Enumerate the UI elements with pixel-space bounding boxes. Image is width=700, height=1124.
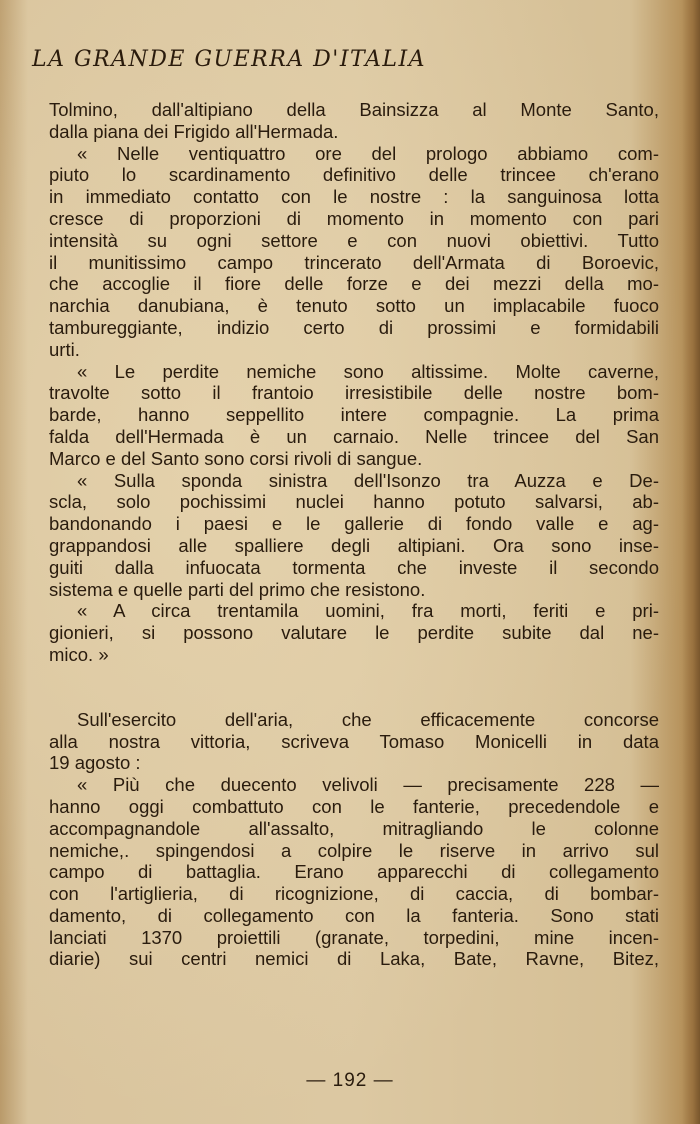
text-line: falda dell'Hermada è un carnaio. Nelle trincee del San (49, 425, 659, 447)
text-line: gionieri, si possono valutare le perdite subite dal ne- (49, 622, 659, 644)
text-line: intensità su ogni settore e con nuovi obiettivi. Tutto (49, 229, 659, 251)
text-line: accompagnandole all'assalto, mitragliando le colonne (49, 817, 659, 839)
page-edge-shadow (682, 0, 700, 1124)
text-line: il munitissimo campo trincerato dell'Armata di Boroevic, (49, 251, 659, 273)
page-number: — 192 — (306, 1070, 394, 1091)
text-line: guiti dalla infuocata tormenta che investe il secondo (49, 556, 659, 578)
text-line: hanno oggi combattuto con le fanterie, precedendole e (49, 795, 659, 817)
text-line: 19 agosto : (49, 752, 141, 774)
text-line: « Le perdite nemiche sono altissime. Molte caverne, (77, 360, 659, 382)
text-line: Marco e del Santo sono corsi rivoli di sangue. (49, 447, 423, 469)
text-line: piuto lo scardinamento definitivo delle trincee ch'erano (49, 164, 659, 186)
text-line: urti. (49, 338, 80, 360)
paragraph-gap (49, 666, 659, 709)
text-line: sistema e quelle parti del primo che resistono. (49, 578, 426, 600)
running-head: LA GRANDE GUERRA D'ITALIA (32, 47, 427, 72)
text-line: « Nelle ventiquattro ore del prologo abbiamo com- (77, 142, 659, 164)
text-line: che accoglie il fiore delle forze e dei mezzi della mo- (49, 273, 659, 295)
text-line: grappandosi alle spalliere degli altipiani. Ora sono inse- (49, 534, 659, 556)
text-line: campo di battaglia. Erano apparecchi di collegamento (49, 861, 659, 883)
text-line: diarie) sui centri nemici di Laka, Bate, Ravne, Bitez, (49, 948, 659, 970)
text-line: « A circa trentamila uomini, fra morti, feriti e pri- (77, 600, 659, 622)
text-line: « Più che duecento velivoli — precisamente 228 — (77, 774, 659, 796)
text-line: dalla piana dei Frigido all'Hermada. (49, 120, 339, 142)
text-line: scla, solo pochissimi nuclei hanno potuto salvarsi, ab- (49, 491, 659, 513)
text-line: lanciati 1370 proiettili (granate, torpedini, mine incen- (49, 926, 659, 948)
text-line: mico. » (49, 643, 109, 665)
text-line: bandonando i paesi e le gallerie di fondo valle e ag- (49, 513, 659, 535)
text-line: Sull'esercito dell'aria, che efficacemente concorse (77, 708, 659, 730)
text-line: « Sulla sponda sinistra dell'Isonzo tra Auzza e De- (77, 469, 659, 491)
text-line: in immediato contatto con le nostre : la sanguinosa lotta (49, 186, 659, 208)
text-line: damento, di collegamento con la fanteria. Sono stati (49, 904, 659, 926)
text-line: nemiche,. spingendosi a colpire le riserve in arrivo sul (49, 839, 659, 861)
text-line: con l'artiglieria, di ricognizione, di caccia, di bombar- (49, 883, 659, 905)
body-text (49, 99, 659, 970)
text-line: Tolmino, dall'altipiano della Bainsizza al Monte Santo, (49, 99, 659, 120)
text-line: narchia danubiana, è tenuto sotto un implacabile fuoco (49, 295, 659, 317)
text-line: barde, hanno seppellito intere compagnie. La prima (49, 404, 659, 426)
text-line: tambureggiante, indizio certo di prossimi e formidabili (49, 316, 659, 338)
text-line: travolte sotto il frantoio irresistibile delle nostre bom- (49, 382, 659, 404)
text-line: cresce di proporzioni di momento in momento con pari (49, 207, 659, 229)
text-line: alla nostra vittoria, scriveva Tomaso Monicelli in data (49, 730, 659, 752)
